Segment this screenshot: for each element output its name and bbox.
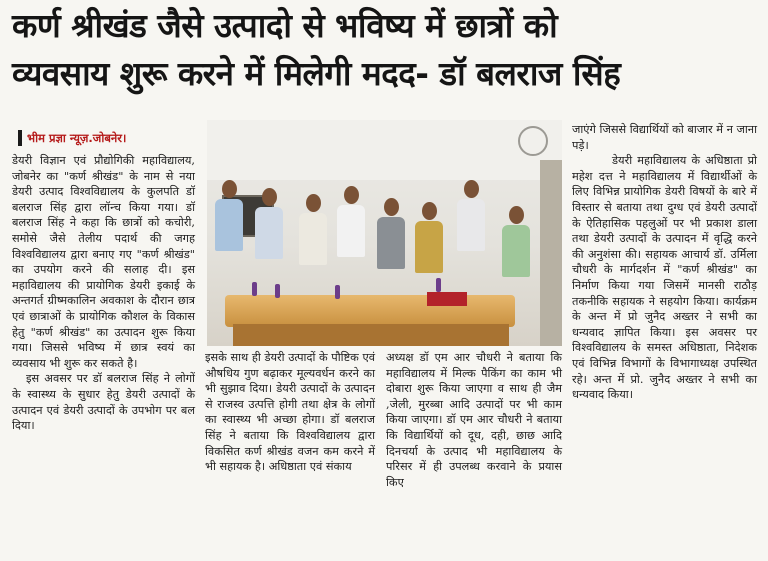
paragraph: इस अवसर पर डॉ बलराज सिंह ने लोगों के स्वास्थ्य के सुधार हेतु डेयरी उत्पादों के उत्पादन एवं डेयरी उत्पादों के उपभोग पर बल दिया। bbox=[12, 372, 195, 433]
headline-line-1: कर्ण श्रीखंड जैसे उत्पादो से भविष्य में छात्रों को bbox=[12, 6, 558, 45]
byline: भीम प्रज्ञा न्यूज़.जोबनेर। bbox=[18, 130, 202, 146]
person-figure bbox=[377, 198, 405, 269]
paragraph: जाएंगे जिससे विद्यार्थियों को बाजार में न जाना पड़े। bbox=[572, 123, 757, 152]
person-figure bbox=[215, 180, 243, 251]
news-photo bbox=[207, 120, 562, 346]
article-column-1 bbox=[12, 153, 195, 434]
person-figure bbox=[299, 194, 327, 265]
paragraph: डेयरी विज्ञान एवं प्रौद्योगिकी महाविद्यालय, जोबनेर का "कर्ण श्रीखंड" के नाम से नया डेयरी उत्पाद विश्वविद्यालय के कुलपति डॉ बलराज सिंह द्वारा लॉन्च किया गया। डॉ बलराज सिंह ने कहा कि छात्रों को कचोरी, समोसे जैसे तेलीय पदार्थ की जगह विश्वविद्यालय द्वारा बनाए गए "कर्ण श्रीखंड" का उपयोग करने की सलाह दी। इस महाविद्यालय की प्रायोगिक डेयरी इकाई के अन्तगर्त ग्रीष्मकालिन अवकाश के दौरान छात्र एवं छात्राओं के प्रायोगिक कौशल के विकास हेतु "कर्ण श्रीखंड" का उत्पादन शुरू किया गया। जिससे भविष्य में छात्र स्वयं का व्यवसाय भी शुरू कर सकते है। bbox=[12, 154, 195, 370]
ceiling-fan-icon bbox=[518, 126, 548, 156]
article-column-2 bbox=[205, 350, 375, 475]
headline bbox=[12, 2, 757, 98]
paragraph: अध्यक्ष डॉ एम आर चौधरी ने बताया कि महाविद्यालय में मिल्क पैकिंग का काम भी दोबारा शुरू किया जाएगा व साथ ही जैम ,जेली, मुरब्बा आदि उत्पादों पर भी काम किया जाएगा। डॉ एम आर चौधरी ने बताया कि विद्यार्थियों को दूध, दही, छाछ आदि दिनचर्या के उत्पाद भी महाविद्यालय के परिसर में ही उपलब्ध करवाने के प्रयास किए bbox=[386, 351, 562, 489]
person-figure bbox=[457, 180, 485, 251]
article-column-4 bbox=[572, 122, 757, 403]
person-figure bbox=[502, 206, 530, 277]
person-figure bbox=[337, 186, 365, 257]
headline-line-2: व्यवसाय शुरू करने में मिलेगी मदद- डॉ बलराज सिंह bbox=[12, 54, 621, 93]
paragraph: इसके साथ ही डेयरी उत्पादों के पौष्टिक एवं औषधिय गुण बढ़ाकर मूल्यवर्धन करने का भी सुझाव दिया। डेयरी उत्पादों के उत्पादन से राजस्व उत्पत्ति होगी तथा क्षेत्र के लोगों का स्वास्थ्य भी अच्छा होगा। डॉ बलराज सिंह ने बताया कि विश्वविद्यालय द्वारा विकसित कर्ण श्रीखंड वजन कम करने में भी सहायक है। अधिष्ठाता एवं संकाय bbox=[205, 351, 375, 474]
paragraph: डेयरी महाविद्यालय के अधिष्ठाता प्रो महेश दत्त ने महाविद्यालय में विद्यार्थीओं के लिए विभिन्न प्रायोगिक डेयरी विषयों के बारे में विस्तार से बताया तथा दुग्ध एवं डेयरी उत्पादों के ऐतिहासिक पहलुओं पर भी प्रकाश डाला तथा डेयरी उत्पादों के उत्पादन में वृद्धि करने की अनुशंसा की। सहायक आचार्य डॉ. उर्मिला चौधरी के मार्गदर्शन में "कर्ण श्रीखंड" का निर्माण किया गया जिसमें मानसी राठौड़ तकनीकि सहायक ने सहयोग किया। कार्यक्रम के अन्त में प्रो जुनैद अख्तर ने सभी का धन्यवाद ज्ञापित किया। इस अवसर पर विश्वविद्यालय के समस्त अधिष्ठाता, निदेशक एवं विभिन्न विभागों के विभागाध्यक्ष उपस्थित रहे। अन्त में प्रो. जुनैद अख्तर ने सभी का धन्यवाद किया। bbox=[572, 154, 757, 402]
article-column-3 bbox=[386, 350, 562, 490]
door bbox=[540, 160, 562, 346]
table bbox=[225, 295, 515, 327]
person-figure bbox=[255, 188, 283, 259]
person-figure bbox=[415, 202, 443, 273]
shrikhand-box bbox=[427, 292, 467, 306]
